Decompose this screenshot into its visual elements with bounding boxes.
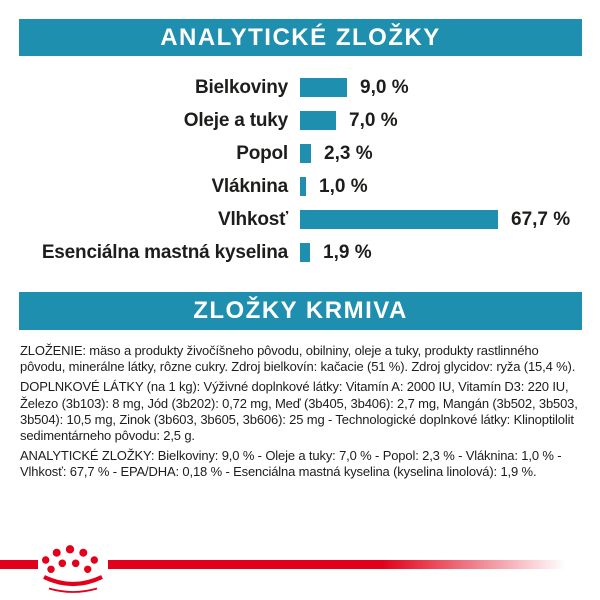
section-header-analytical — [19, 19, 582, 56]
chart-bar — [300, 78, 347, 97]
chart-row — [0, 170, 600, 203]
chart-value-label: 67,7 % — [511, 208, 571, 230]
red-divider-line-right — [108, 560, 580, 569]
chart-row — [0, 137, 600, 170]
crown-dots — [42, 545, 98, 573]
chart-bar — [300, 210, 498, 229]
chart-bar — [300, 111, 336, 130]
section-header-ingredients — [19, 292, 582, 330]
chart-bar — [300, 243, 310, 262]
chart-value-label: 1,9 % — [323, 241, 372, 263]
chart-row — [0, 71, 600, 104]
chart-value-label: 2,3 % — [324, 142, 373, 164]
crown-arcs — [44, 577, 102, 592]
chart-row — [0, 236, 600, 269]
chart-value-label: 9,0 % — [360, 76, 409, 98]
chart-bar — [300, 177, 306, 196]
chart-value-label: 1,0 % — [319, 175, 368, 197]
chart-category-label: Vláknina — [211, 175, 288, 197]
red-divider-line-left — [0, 560, 38, 569]
ingredients-text — [20, 343, 582, 485]
section-title-analytical: ANALYTICKÉ ZLOŽKY — [160, 23, 441, 51]
chart-category-label: Bielkoviny — [194, 76, 288, 98]
chart-row — [0, 203, 600, 236]
composition-paragraph: ZLOŽENIE: mäso a produkty živočíšneho pôvodu, obilniny, oleje a tuky, produkty rastlinného pôvodu, minerálne látky, rôzne cukry. Zdroj bielkovín: kačacie (51 %). Zdroj glycidov: ryža (15,4 %). — [20, 343, 576, 375]
section-title-ingredients: ZLOŽKY KRMIVA — [193, 297, 408, 324]
chart-bar — [300, 144, 311, 163]
chart-category-label: Esenciálna mastná kyselina — [41, 241, 288, 263]
chart-row — [0, 104, 600, 137]
chart-category-label: Vlhkosť — [218, 208, 288, 230]
analytical-bar-chart — [0, 71, 600, 269]
analytical-paragraph: ANALYTICKÉ ZLOŽKY: Bielkoviny: 9,0 % - Oleje a tuky: 7,0 % - Popol: 2,3 % - Vláknina: 1,0 % - Vlhkosť: 67,7 % - EPA/DHA: 0,18 % - Esenciálna mastná kyselina (kyselina linolová): 1,9 %. — [20, 448, 562, 480]
chart-value-label: 7,0 % — [349, 109, 398, 131]
additives-paragraph: DOPLNKOVÉ LÁTKY (na 1 kg): Výživné doplnkové látky: Vitamín A: 2000 IU, Vitamín D3: 220 IU, Železo (3b103): 8 mg, Jód (3b202): 0,72 mg, Meď (3b405, 3b406): 2,7 mg, Mangán (3b502, 3b503, 3b504): 10,5 mg, Zinok (3b603, 3b605, 3b606): 25 mg - Technologické doplnkové látky: Klinoptilolit sedimentárneho pôvodu: 2,5 g. — [20, 379, 578, 444]
chart-category-label: Oleje a tuky — [183, 109, 288, 131]
chart-category-label: Popol — [236, 142, 288, 164]
royal-canin-crown-icon — [40, 543, 106, 595]
